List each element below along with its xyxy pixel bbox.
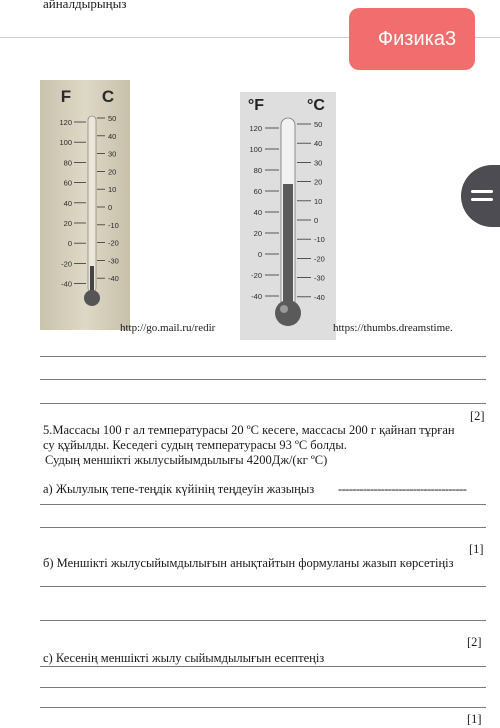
question-b: б) Меншікті жылусыйымдылығын анықтайтын формуланы жазып көрсетіңіз [43, 556, 454, 570]
fahrenheit-tick-label: 120 [249, 124, 262, 133]
task-text-line: су құйылды. Кеседегі судың температурасы 93 ºС болды. [43, 438, 347, 452]
thermometer-bulb [84, 290, 100, 306]
score-mark: [1] [469, 542, 484, 556]
celsius-tick-label: 0 [314, 216, 319, 225]
question-a-dashes: ------------------------------------ [338, 482, 467, 496]
fahrenheit-tick-label: 0 [67, 239, 72, 249]
celsius-tick-label: 0 [108, 203, 113, 212]
celsius-tick-label: 30 [314, 158, 323, 168]
celsius-tick-label: -40 [108, 274, 119, 284]
celsius-tick-label: 20 [314, 177, 323, 187]
thermometer-bulb [275, 300, 301, 326]
celsius-tick-label: 20 [108, 167, 117, 177]
answer-line [40, 527, 486, 528]
fahrenheit-tick-label: -40 [61, 279, 72, 289]
side-menu-handle[interactable] [461, 165, 500, 227]
score-mark: [2] [470, 409, 485, 423]
image-source-left[interactable]: http://go.mail.ru/redir [120, 322, 216, 334]
fahrenheit-tick-label: -20 [251, 271, 262, 280]
celsius-tick-label: -30 [314, 273, 325, 283]
cut-instruction-text: айналдырыңыз [43, 0, 127, 11]
celsius-tick-label: -10 [314, 235, 325, 245]
fahrenheit-tick-label: 60 [63, 178, 72, 188]
bulb-highlight [280, 305, 288, 313]
answer-line [40, 504, 486, 505]
celsius-tick-label: 10 [314, 196, 323, 206]
celsius-tick-label: -20 [108, 238, 119, 248]
fahrenheit-celsius-thermometer-photo [40, 80, 130, 330]
celsius-tick-label: -10 [108, 220, 119, 230]
liquid-column [90, 266, 94, 294]
answer-line [40, 586, 486, 587]
celsius-unit-label: C [101, 87, 115, 106]
fahrenheit-tick-label: -20 [61, 259, 72, 269]
task-text-line: Судың меншікті жылусыйымдылығы 4200Дж/(кг ºС) [45, 453, 328, 467]
fahrenheit-tick-label: 40 [253, 208, 262, 217]
subject-badge[interactable]: Физика3 [349, 8, 475, 70]
question-a: а) Жылулық тепе-теңдік күйінің теңдеуін жазыңыз [43, 482, 315, 496]
answer-line [40, 707, 486, 708]
fahrenheit-tick-label: 40 [63, 198, 72, 208]
fahrenheit-tick-label: 80 [253, 166, 262, 175]
thermometer-backboard [40, 80, 130, 330]
fahrenheit-tick-label: -40 [251, 292, 262, 301]
answer-line [40, 356, 486, 357]
task-text-line: 5.Массасы 100 г ал температурасы 20 ºС кесеге, массасы 200 г қайнап тұрған [43, 423, 455, 437]
fahrenheit-unit-label: °F [247, 97, 265, 114]
answer-line [40, 666, 486, 667]
fahrenheit-tick-label: 0 [257, 250, 262, 259]
liquid-column [283, 184, 293, 314]
question-c: с) Кесенің меншікті жылу сыйымдылығын есептеңіз [43, 651, 325, 665]
fahrenheit-celsius-thermometer-photo-2 [240, 92, 336, 340]
answer-line [40, 687, 486, 688]
score-mark: [2] [467, 635, 482, 649]
fahrenheit-tick-label: 80 [63, 158, 72, 168]
fahrenheit-tick-label: 20 [253, 229, 262, 238]
fahrenheit-tick-label: 20 [63, 219, 72, 228]
answer-line [40, 620, 486, 621]
celsius-tick-label: -30 [108, 256, 119, 266]
celsius-tick-label: 50 [314, 120, 323, 129]
celsius-tick-label: -20 [314, 254, 325, 264]
fahrenheit-tick-label: 100 [249, 145, 262, 154]
image-source-right[interactable]: https://thumbs.dreamstime. [333, 322, 453, 334]
answer-line [40, 403, 486, 404]
fahrenheit-tick-label: 60 [253, 187, 262, 196]
menu-icon-bar [471, 198, 493, 201]
celsius-tick-label: -40 [314, 292, 325, 302]
celsius-tick-label: 30 [108, 149, 117, 159]
fahrenheit-unit-label: F [60, 87, 72, 106]
fahrenheit-tick-label: 120 [59, 118, 72, 127]
score-mark: [1] [467, 712, 482, 726]
thermometer-tube [88, 116, 96, 292]
celsius-tick-label: 50 [108, 114, 117, 123]
celsius-unit-label: °C [307, 97, 325, 114]
celsius-tick-label: 40 [314, 139, 323, 149]
celsius-tick-label: 10 [108, 185, 117, 195]
answer-line [40, 379, 486, 380]
fahrenheit-tick-label: 100 [59, 138, 72, 148]
menu-icon-bar [471, 190, 493, 193]
celsius-tick-label: 40 [108, 131, 117, 141]
